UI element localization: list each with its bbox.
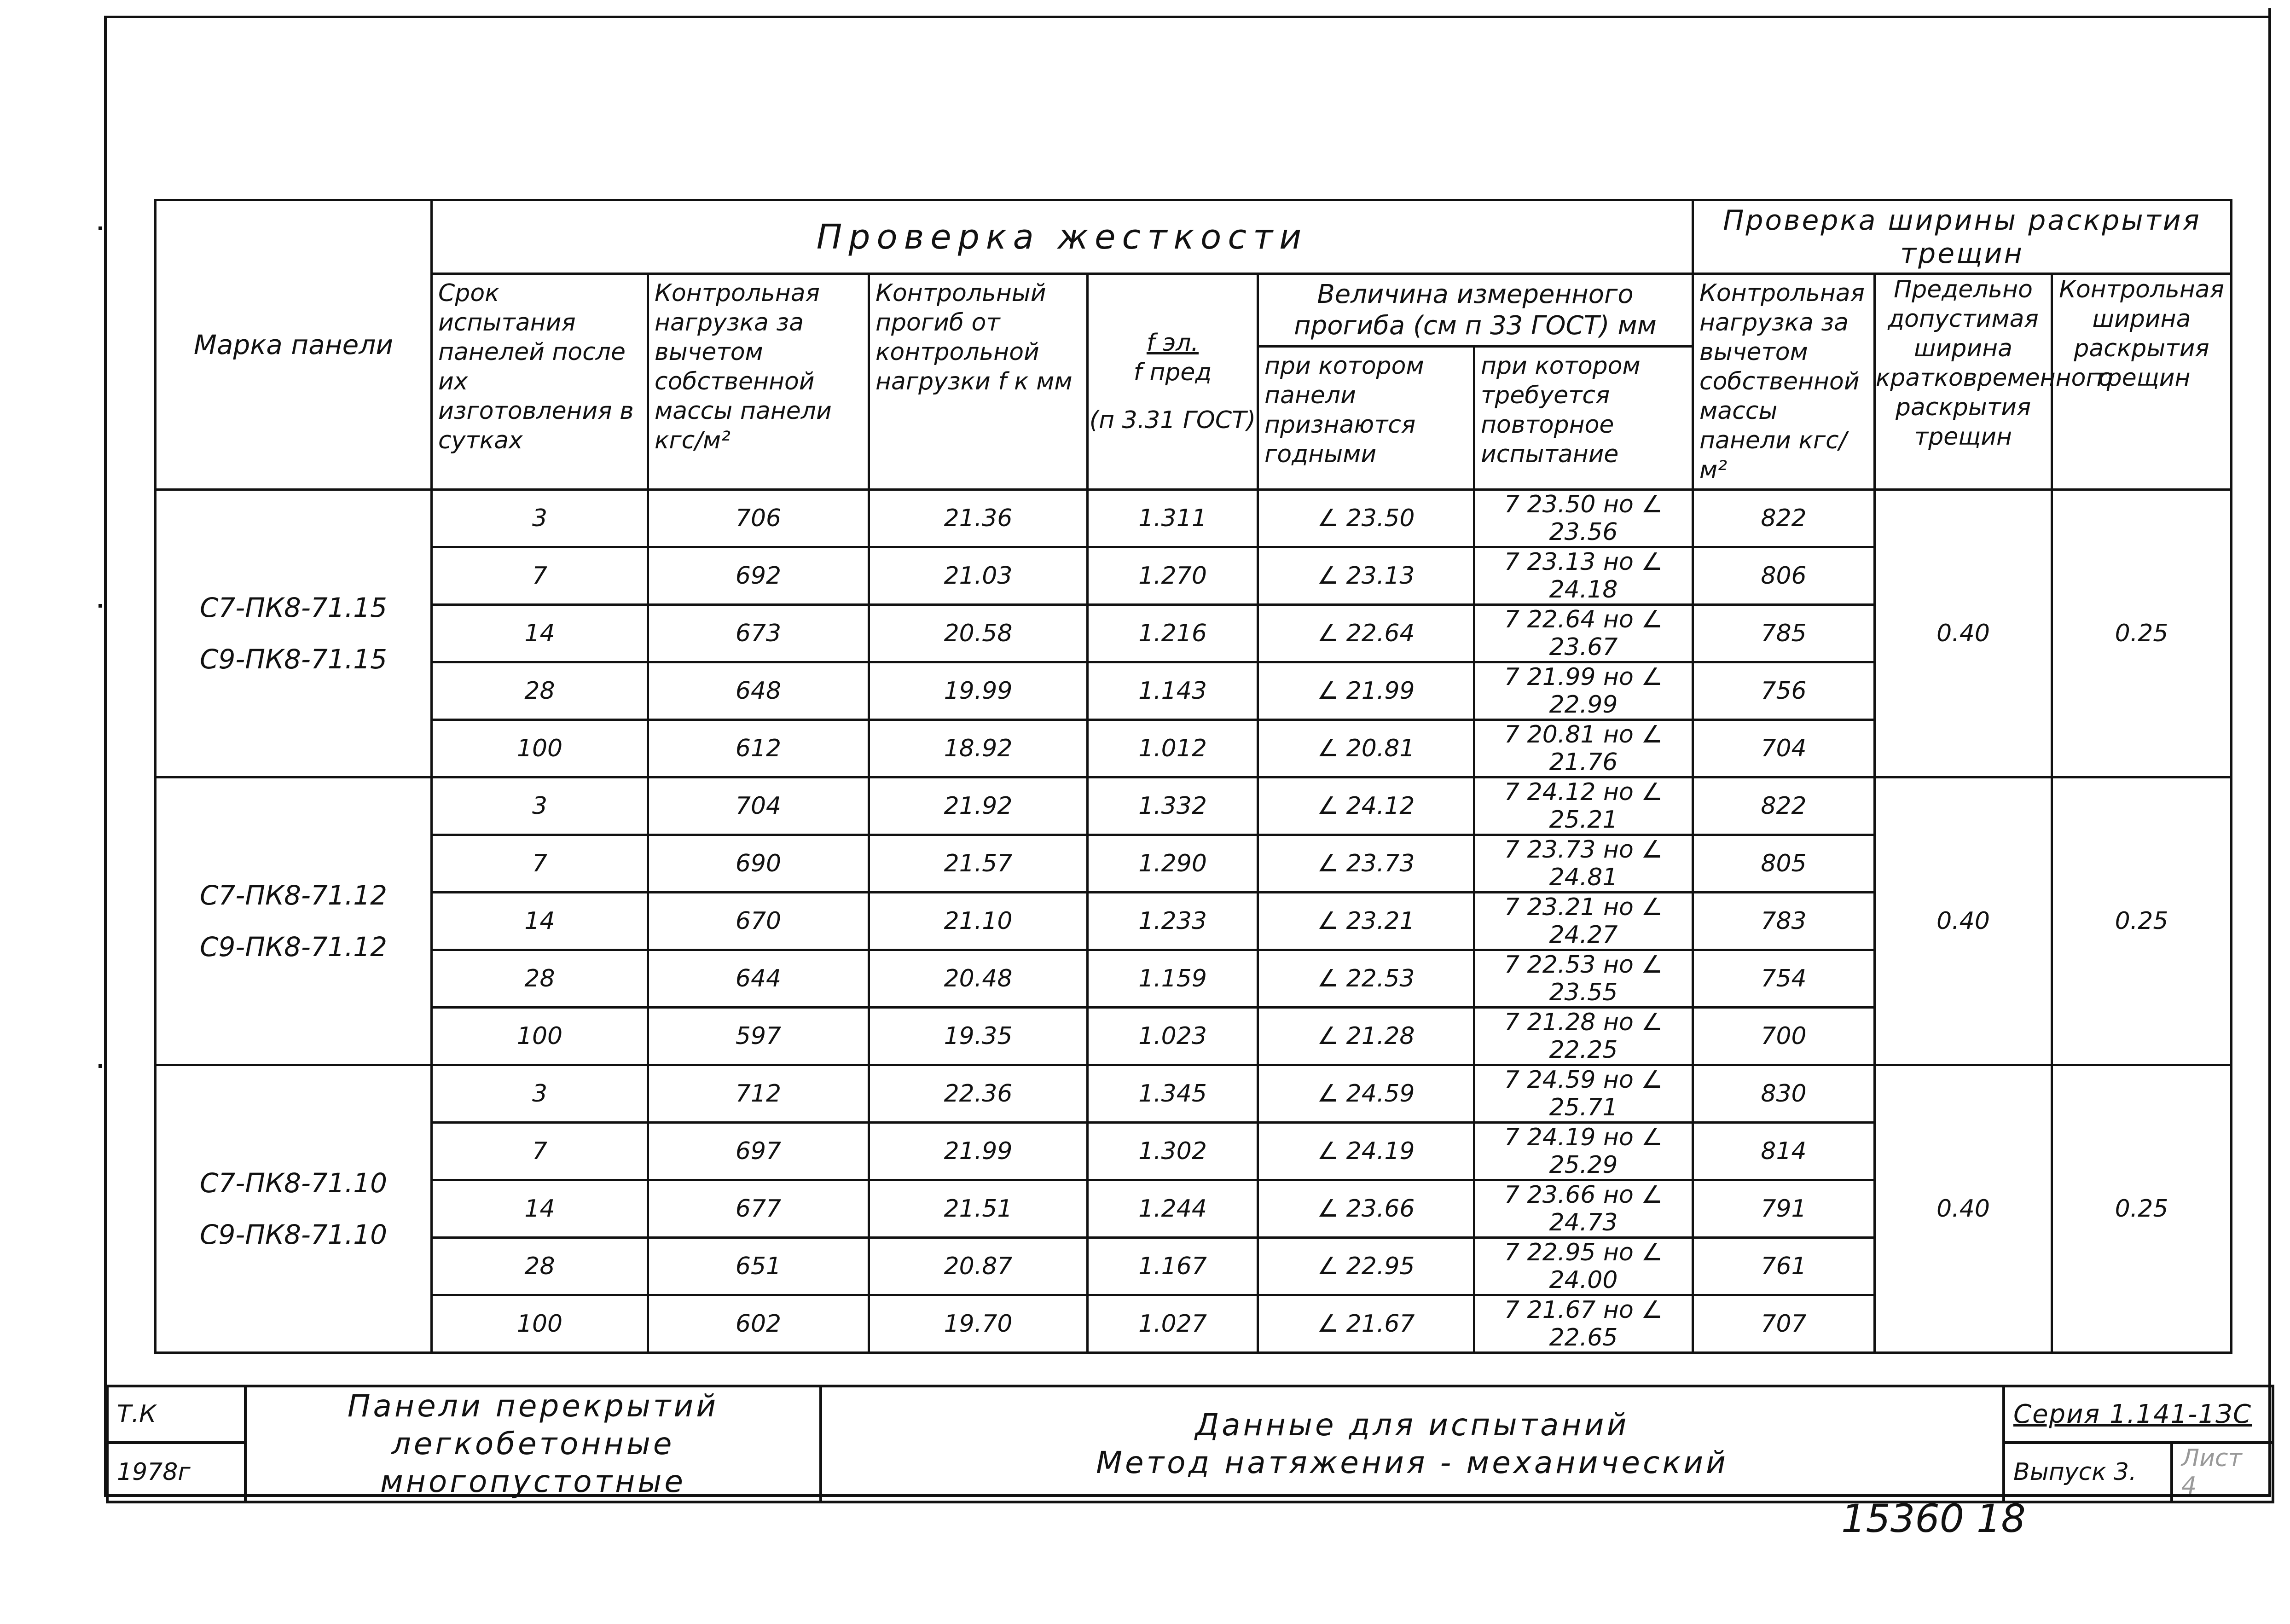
retest-cell: 7 22.64 но ∠ 23.67 <box>1474 605 1693 662</box>
fit-cell: ∠ 23.13 <box>1258 547 1474 605</box>
fit-cell: ∠ 23.73 <box>1258 835 1474 893</box>
term-cell: 28 <box>432 662 648 720</box>
title-block <box>106 1385 2274 1503</box>
stamp-title-line1: Панели перекрытий <box>347 1388 719 1424</box>
term-cell: 28 <box>432 950 648 1008</box>
fit-cell: ∠ 22.53 <box>1258 950 1474 1008</box>
panel-mark <box>156 777 432 1065</box>
crack-load-cell: 791 <box>1693 1180 1875 1238</box>
crack-load-cell: 814 <box>1693 1123 1875 1180</box>
term-cell: 7 <box>432 835 648 893</box>
ratio-cell: 1.159 <box>1088 950 1258 1008</box>
retest-cell: 7 24.59 но ∠ 25.71 <box>1474 1065 1693 1123</box>
margin-tick <box>99 1064 102 1068</box>
term-cell: 3 <box>432 777 648 835</box>
panel-mark-c9: С9-ПК8-71.10 <box>200 1219 387 1250</box>
term-cell: 100 <box>432 720 648 777</box>
stamp-series: Серия 1.141-1ЗС <box>2004 1386 2273 1443</box>
retest-cell: 7 23.73 но ∠ 24.81 <box>1474 835 1693 893</box>
panel-mark-c9: С9-ПК8-71.12 <box>200 931 387 963</box>
stamp-title <box>245 1386 821 1502</box>
load-cell: 670 <box>648 893 869 950</box>
crack-load-cell: 785 <box>1693 605 1875 662</box>
retest-cell: 7 21.28 но ∠ 22.25 <box>1474 1008 1693 1065</box>
test-data-table <box>154 199 2232 1354</box>
crack-load-cell: 805 <box>1693 835 1875 893</box>
fit-cell: ∠ 24.59 <box>1258 1065 1474 1123</box>
deflection-cell: 20.58 <box>869 605 1088 662</box>
ratio-numerator: f эл. <box>1146 329 1199 357</box>
margin-tick <box>99 604 102 608</box>
fit-cell: ∠ 24.12 <box>1258 777 1474 835</box>
fit-cell: ∠ 22.64 <box>1258 605 1474 662</box>
retest-cell: 7 23.21 но ∠ 24.27 <box>1474 893 1693 950</box>
load-cell: 602 <box>648 1295 869 1353</box>
fit-cell: ∠ 23.66 <box>1258 1180 1474 1238</box>
crack-load-cell: 761 <box>1693 1238 1875 1295</box>
header-term: Срок испытания панелей после их изготовления в сутках <box>432 274 648 490</box>
sheet-number: 15360 18 <box>1841 1496 2026 1541</box>
crack-control-cell: 0.25 <box>2052 1065 2232 1353</box>
deflection-cell: 21.03 <box>869 547 1088 605</box>
header-measured: Величина измеренного прогиба (см п 33 ГОСТ) мм <box>1258 274 1693 347</box>
ratio-cell: 1.023 <box>1088 1008 1258 1065</box>
fit-cell: ∠ 24.19 <box>1258 1123 1474 1180</box>
ratio-cell: 1.345 <box>1088 1065 1258 1123</box>
fit-cell: ∠ 23.21 <box>1258 893 1474 950</box>
retest-cell: 7 24.19 но ∠ 25.29 <box>1474 1123 1693 1180</box>
load-cell: 651 <box>648 1238 869 1295</box>
panel-mark-c7: С7-ПК8-71.12 <box>200 880 387 911</box>
ratio-cell: 1.244 <box>1088 1180 1258 1238</box>
crack-load-cell: 822 <box>1693 490 1875 547</box>
header-crack-load: Контрольная нагрузка за вычетом собственной массы панели кгс/м² <box>1693 274 1875 490</box>
deflection-cell: 21.51 <box>869 1180 1088 1238</box>
fit-cell: ∠ 21.67 <box>1258 1295 1474 1353</box>
term-cell: 100 <box>432 1008 648 1065</box>
header-crack-limit: Предельно допустимая ширина кратковременного раскрытия трещин <box>1875 274 2052 490</box>
crack-limit-cell: 0.40 <box>1875 490 2052 777</box>
frame-left <box>104 16 107 1496</box>
ratio-cell: 1.027 <box>1088 1295 1258 1353</box>
load-cell: 673 <box>648 605 869 662</box>
crack-limit-cell: 0.40 <box>1875 777 2052 1065</box>
stamp-sheet: Лист 4 <box>2172 1443 2273 1502</box>
stamp-document <box>821 1386 2004 1502</box>
ratio-cell: 1.302 <box>1088 1123 1258 1180</box>
retest-cell: 7 22.95 но ∠ 24.00 <box>1474 1238 1693 1295</box>
retest-cell: 7 22.53 но ∠ 23.55 <box>1474 950 1693 1008</box>
crack-control-cell: 0.25 <box>2052 490 2232 777</box>
deflection-cell: 21.10 <box>869 893 1088 950</box>
fit-cell: ∠ 21.99 <box>1258 662 1474 720</box>
term-cell: 7 <box>432 1123 648 1180</box>
load-cell: 677 <box>648 1180 869 1238</box>
retest-cell: 7 23.13 но ∠ 24.18 <box>1474 547 1693 605</box>
crack-control-cell: 0.25 <box>2052 777 2232 1065</box>
fit-cell: ∠ 23.50 <box>1258 490 1474 547</box>
retest-cell: 7 23.66 но ∠ 24.73 <box>1474 1180 1693 1238</box>
deflection-cell: 21.57 <box>869 835 1088 893</box>
header-retest: при котором требуется повторное испытание <box>1474 347 1693 490</box>
crack-load-cell: 756 <box>1693 662 1875 720</box>
deflection-cell: 22.36 <box>869 1065 1088 1123</box>
header-crack-control: Контрольная ширина раскрытия трещин <box>2052 274 2232 490</box>
crack-load-cell: 700 <box>1693 1008 1875 1065</box>
crack-load-cell: 806 <box>1693 547 1875 605</box>
stamp-tk: Т.К <box>107 1386 245 1443</box>
retest-cell: 7 20.81 но ∠ 21.76 <box>1474 720 1693 777</box>
deflection-cell: 21.92 <box>869 777 1088 835</box>
term-cell: 100 <box>432 1295 648 1353</box>
deflection-cell: 20.87 <box>869 1238 1088 1295</box>
ratio-cell: 1.270 <box>1088 547 1258 605</box>
deflection-cell: 21.36 <box>869 490 1088 547</box>
term-cell: 14 <box>432 893 648 950</box>
ratio-cell: 1.311 <box>1088 490 1258 547</box>
crack-load-cell: 822 <box>1693 777 1875 835</box>
deflection-cell: 21.99 <box>869 1123 1088 1180</box>
fit-cell: ∠ 20.81 <box>1258 720 1474 777</box>
header-deflection: Контрольный прогиб от контрольной нагрузки f к мм <box>869 274 1088 490</box>
header-ratio <box>1088 274 1258 490</box>
margin-tick <box>99 226 102 230</box>
stamp-doc-line2: Метод натяжения - механический <box>1096 1445 1728 1480</box>
panel-mark-c7: С7-ПК8-71.10 <box>200 1167 387 1199</box>
term-cell: 3 <box>432 490 648 547</box>
retest-cell: 7 23.50 но ∠ 23.56 <box>1474 490 1693 547</box>
header-stiffness-group: Проверка жесткости <box>432 200 1693 274</box>
stamp-doc-line1: Данные для испытаний <box>1195 1407 1629 1443</box>
deflection-cell: 19.35 <box>869 1008 1088 1065</box>
panel-mark-c9: С9-ПК8-71.15 <box>200 644 387 675</box>
term-cell: 28 <box>432 1238 648 1295</box>
frame-top <box>104 16 2271 18</box>
deflection-cell: 18.92 <box>869 720 1088 777</box>
ratio-denominator: f пред <box>1133 359 1212 386</box>
term-cell: 14 <box>432 1180 648 1238</box>
ratio-cell: 1.167 <box>1088 1238 1258 1295</box>
retest-cell: 7 21.67 но ∠ 22.65 <box>1474 1295 1693 1353</box>
crack-load-cell: 783 <box>1693 893 1875 950</box>
ratio-cell: 1.216 <box>1088 605 1258 662</box>
load-cell: 597 <box>648 1008 869 1065</box>
load-cell: 692 <box>648 547 869 605</box>
header-fit: при котором панели признаются годными <box>1258 347 1474 490</box>
deflection-cell: 19.70 <box>869 1295 1088 1353</box>
stamp-issue: Выпуск 3. <box>2004 1443 2172 1502</box>
crack-limit-cell: 0.40 <box>1875 1065 2052 1353</box>
retest-cell: 7 24.12 но ∠ 25.21 <box>1474 777 1693 835</box>
fit-cell: ∠ 22.95 <box>1258 1238 1474 1295</box>
crack-load-cell: 704 <box>1693 720 1875 777</box>
ratio-reference: (п 3.31 ГОСТ) <box>1089 406 1256 434</box>
load-cell: 690 <box>648 835 869 893</box>
term-cell: 7 <box>432 547 648 605</box>
panel-mark <box>156 490 432 777</box>
panel-mark-c7: С7-ПК8-71.15 <box>200 592 387 623</box>
stamp-title-line2: легкобетонные многопустотные <box>380 1426 686 1499</box>
load-cell: 644 <box>648 950 869 1008</box>
term-cell: 14 <box>432 605 648 662</box>
load-cell: 697 <box>648 1123 869 1180</box>
load-cell: 648 <box>648 662 869 720</box>
load-cell: 704 <box>648 777 869 835</box>
term-cell: 3 <box>432 1065 648 1123</box>
ratio-cell: 1.233 <box>1088 893 1258 950</box>
crack-load-cell: 754 <box>1693 950 1875 1008</box>
deflection-cell: 20.48 <box>869 950 1088 1008</box>
deflection-cell: 19.99 <box>869 662 1088 720</box>
stamp-year: 1978г <box>107 1443 245 1502</box>
load-cell: 712 <box>648 1065 869 1123</box>
ratio-cell: 1.332 <box>1088 777 1258 835</box>
header-marka: Марка панели <box>156 200 432 490</box>
ratio-cell: 1.143 <box>1088 662 1258 720</box>
header-load: Контрольная нагрузка за вычетом собственной массы панели кгс/м² <box>648 274 869 490</box>
panel-mark <box>156 1065 432 1353</box>
fit-cell: ∠ 21.28 <box>1258 1008 1474 1065</box>
crack-load-cell: 830 <box>1693 1065 1875 1123</box>
frame-right <box>2268 8 2271 1496</box>
load-cell: 612 <box>648 720 869 777</box>
crack-load-cell: 707 <box>1693 1295 1875 1353</box>
load-cell: 706 <box>648 490 869 547</box>
retest-cell: 7 21.99 но ∠ 22.99 <box>1474 662 1693 720</box>
ratio-cell: 1.012 <box>1088 720 1258 777</box>
header-crack-group: Проверка ширины раскрытия трещин <box>1693 200 2232 274</box>
ratio-cell: 1.290 <box>1088 835 1258 893</box>
